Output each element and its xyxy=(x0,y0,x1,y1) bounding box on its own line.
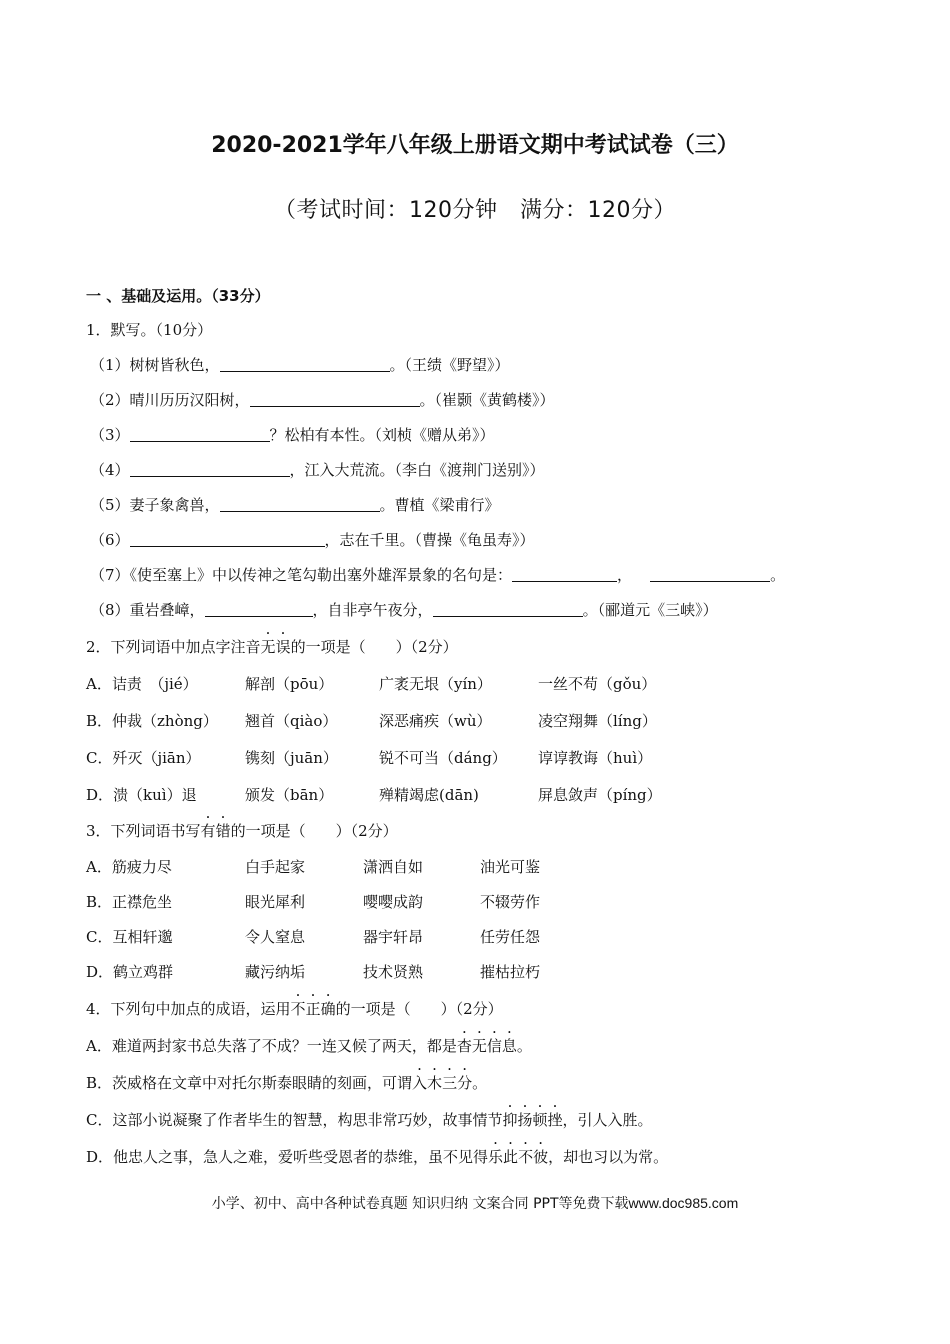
q2-option-b-1: B．仲裁（zhòng） xyxy=(86,712,218,730)
page-footer xyxy=(0,1193,950,1213)
answer-blank[interactable] xyxy=(250,390,420,407)
q2-option-c-1: C．歼灭（jiān） xyxy=(86,749,201,767)
q1-item-3: （3） ？松柏有本性。（刘桢《赠从弟》） xyxy=(90,426,495,444)
q3-option-b-1: B．正襟危坐 xyxy=(86,893,173,911)
answer-blank[interactable] xyxy=(512,565,617,582)
q3-option-c-3: 器宇轩昂 xyxy=(363,928,424,946)
q3-option-a-4: 油光可鉴 xyxy=(480,858,541,876)
q3-stem: 3．下列词语书写有错的一项是（ ）（2分） xyxy=(86,822,398,840)
q3-option-a-3: 潇洒自如 xyxy=(363,858,424,876)
q3-option-d-2: 藏污纳垢 xyxy=(245,963,306,981)
q2-option-b-4: 凌空翔舞（líng） xyxy=(538,712,657,730)
q4-option-b: B．茨威格在文章中对托尔斯泰眼睛的刻画，可谓入木三分。 xyxy=(86,1074,488,1092)
q3-option-a-2: 白手起家 xyxy=(245,858,306,876)
q3-option-b-3: 嘤嘤成韵 xyxy=(363,893,424,911)
answer-blank[interactable] xyxy=(130,460,290,477)
q2-option-a-4: 一丝不苟（gǒu） xyxy=(538,675,657,693)
answer-blank[interactable] xyxy=(130,530,325,547)
q2-option-b-3: 深恶痛疾（wù） xyxy=(379,712,492,730)
q4-option-d: D．他忠人之事，急人之难，爱听些受恩者的恭维，虽不见得乐此不彼，却也习以为常。 xyxy=(86,1148,669,1166)
q1-item-4: （4） ，江入大荒流。（李白《渡荆门送别》） xyxy=(90,461,545,479)
q1-item-2: （2）晴川历历汉阳树， 。（崔颢《黄鹤楼》） xyxy=(90,391,555,409)
q2-option-d-3: 殚精竭虑(dān) xyxy=(379,786,479,804)
q2-option-c-4: 谆谆教诲（huì） xyxy=(538,749,653,767)
footer-text: 小学、初中、高中各种试卷真题 知识归纳 文案合同 PPT等免费下载 xyxy=(211,1196,629,1212)
q2-option-d-4: 屏息敛声（píng） xyxy=(538,786,662,804)
exam-info: （考试时间：120分钟 满分：120分） xyxy=(274,198,676,223)
q3-option-d-3: 技术贤熟 xyxy=(363,963,424,981)
q2-option-c-2: 镌刻（juān） xyxy=(245,749,338,767)
q3-option-c-2: 令人窒息 xyxy=(245,928,306,946)
q2-option-a-1: A．诘责 （jié） xyxy=(86,675,198,693)
q1-item-7: （7）《使至塞上》中以传神之笔勾勒出塞外雄浑景象的名句是： ， 。 xyxy=(90,566,786,584)
q2-option-d-2: 颁发（bān） xyxy=(245,786,334,804)
footer-link[interactable]: www.doc985.com xyxy=(628,1195,739,1211)
q2-stem: 2．下列词语中加点字注音无误的一项是（ ）（2分） xyxy=(86,638,458,656)
q4-stem: 4．下列句中加点的成语，运用不正确的一项是（ ）（2分） xyxy=(86,1000,503,1018)
section-heading: 一 、基础及运用。（33分） xyxy=(86,287,270,305)
answer-blank[interactable] xyxy=(650,565,770,582)
answer-blank[interactable] xyxy=(433,600,583,617)
q1-item-8: （8）重岩叠嶂， ，自非亭午夜分， 。（郦道元《三峡》） xyxy=(90,601,718,619)
q4-option-a: A．难道两封家书总失落了不成？一连又候了两天，都是杳无信息。 xyxy=(86,1037,532,1055)
q3-option-d-1: D．鹤立鸡群 xyxy=(86,963,174,981)
q1-item-6: （6） ，志在千里。（曹操《龟虽寿》） xyxy=(90,531,535,549)
q3-option-c-4: 任劳任怨 xyxy=(480,928,541,946)
q1-item-5: （5）妻子象禽兽， 。曹植《梁甫行》 xyxy=(90,496,500,514)
q2-option-a-3: 广袤无垠（yín） xyxy=(379,675,492,693)
answer-blank[interactable] xyxy=(205,600,313,617)
q2-option-c-3: 锐不可当（dáng） xyxy=(379,749,507,767)
page-title: 2020-2021学年八年级上册语文期中考试试卷（三） xyxy=(211,133,739,158)
q3-option-d-4: 摧枯拉朽 xyxy=(480,963,541,981)
q3-option-b-2: 眼光犀利 xyxy=(245,893,306,911)
q3-option-c-1: C．互相轩邈 xyxy=(86,928,173,946)
answer-blank[interactable] xyxy=(220,495,380,512)
q1-item-1: （1）树树皆秋色， 。（王绩《野望》） xyxy=(90,356,510,374)
q2-option-a-2: 解剖（pōu） xyxy=(245,675,334,693)
q1-stem: 1．默写。（10分） xyxy=(86,321,213,339)
answer-blank[interactable] xyxy=(220,355,390,372)
q3-option-a-1: A．筋疲力尽 xyxy=(86,858,172,876)
q3-option-b-4: 不辍劳作 xyxy=(480,893,541,911)
answer-blank[interactable] xyxy=(130,425,270,442)
q2-option-d-1: D．溃（kuì）退 xyxy=(86,786,197,804)
q4-option-c: C．这部小说凝聚了作者毕生的智慧，构思非常巧妙，故事情节抑扬顿挫，引人入胜。 xyxy=(86,1111,653,1129)
q2-option-b-2: 翘首（qiào） xyxy=(245,712,338,730)
